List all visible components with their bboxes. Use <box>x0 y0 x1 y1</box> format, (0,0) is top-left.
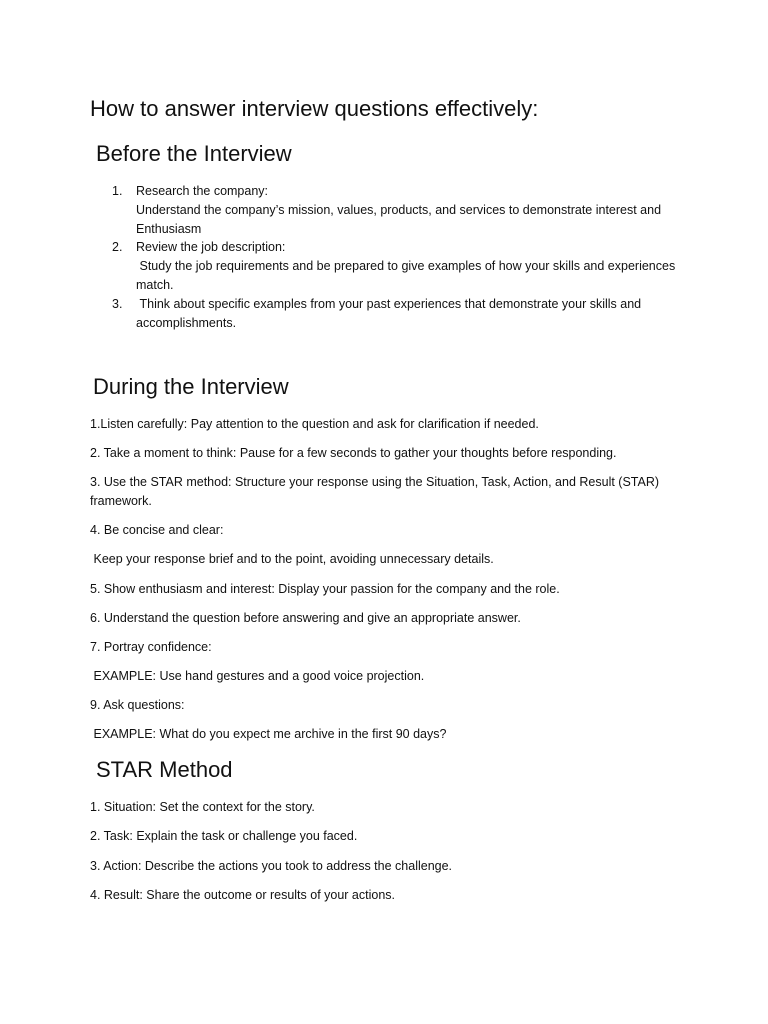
list-item <box>90 238 680 294</box>
list-item <box>90 295 680 333</box>
paragraph: 1.Listen carefully: Pay attention to the question and ask for clarification if needed. <box>90 417 539 431</box>
paragraph: Keep your response brief and to the point, avoiding unnecessary details. <box>90 552 494 566</box>
paragraph: 4. Result: Share the outcome or results of your actions. <box>90 888 396 902</box>
paragraph: 5. Show enthusiasm and interest: Display your passion for the company and the role. <box>90 582 560 596</box>
list-item-line: Research the company: <box>136 184 269 198</box>
list-item-line: Understand the company’s mission, values, products, and services to demonstrate interest and Enthusiasm <box>136 202 662 236</box>
section-heading-before-interview: Before the Interview <box>96 141 292 166</box>
paragraph: 3. Use the STAR method: Structure your response using the Situation, Task, Action, and Result (STAR) framework. <box>90 475 660 508</box>
paragraph: EXAMPLE: What do you expect me archive in the first 90 days? <box>90 727 447 741</box>
paragraph: 3. Action: Describe the actions you took to address the challenge. <box>90 859 453 873</box>
paragraph: 1. Situation: Set the context for the story. <box>90 800 315 814</box>
list-item-line: Review the job description: <box>136 240 286 255</box>
list-item-line: Think about specific examples from your past experiences that demonstrate your skills and accomplishments. <box>136 296 645 330</box>
before-interview-list <box>90 182 680 332</box>
section-heading-star-method: STAR Method <box>96 757 233 782</box>
list-item-number: 3. <box>112 296 123 311</box>
paragraph: 4. Be concise and clear: <box>90 523 224 537</box>
paragraph: 6. Understand the question before answering and give an appropriate answer. <box>90 611 521 625</box>
paragraph: 2. Task: Explain the task or challenge you faced. <box>90 829 358 843</box>
list-item-number: 2. <box>112 240 123 255</box>
list-item-line: Study the job requirements and be prepared to give examples of how your skills and experiences match. <box>136 259 679 292</box>
list-item <box>90 182 680 238</box>
paragraph: EXAMPLE: Use hand gestures and a good voice projection. <box>90 669 425 683</box>
paragraph: 9. Ask questions: <box>90 698 185 712</box>
section-heading-during-interview: During the Interview <box>93 374 289 399</box>
document-title: How to answer interview questions effectively: <box>90 96 539 121</box>
list-item-number: 1. <box>112 184 123 198</box>
paragraph: 2. Take a moment to think: Pause for a few seconds to gather your thoughts before responding. <box>90 446 617 460</box>
paragraph: 7. Portray confidence: <box>90 640 212 654</box>
